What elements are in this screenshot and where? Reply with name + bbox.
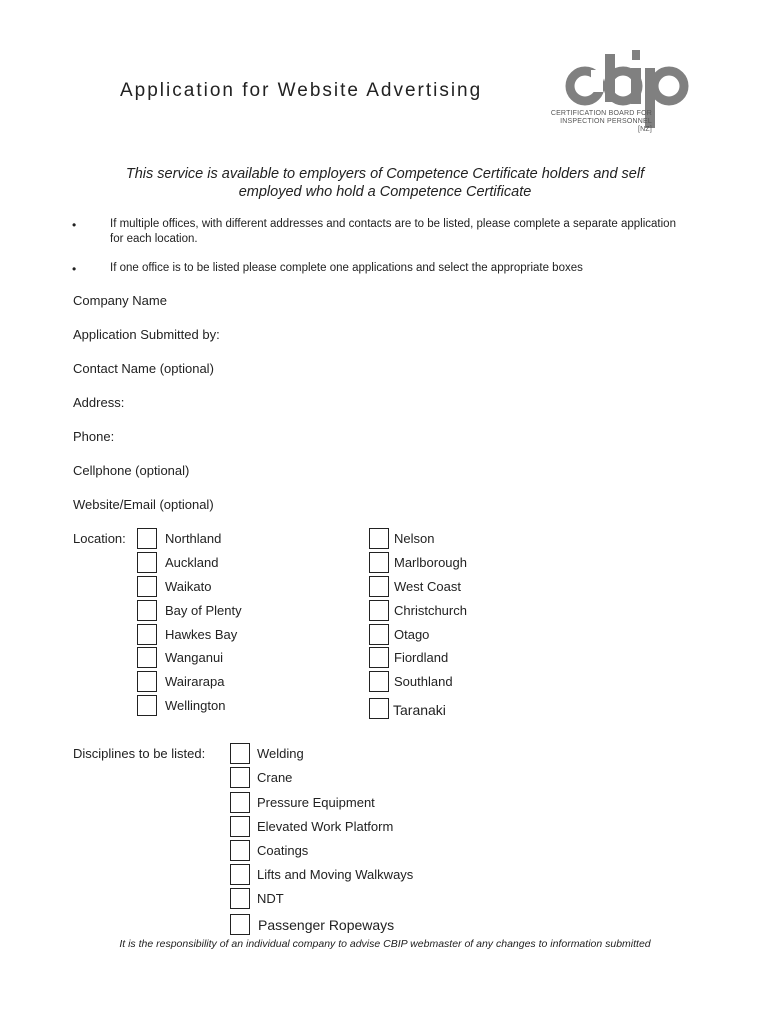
footer-note: It is the responsibility of an individual company to advise CBIP webmaster of any changes to information submitted xyxy=(119,938,651,950)
location-checkbox[interactable] xyxy=(369,552,389,573)
location-checkbox[interactable] xyxy=(137,600,157,621)
location-option: Marlborough xyxy=(394,555,467,570)
discipline-checkbox[interactable] xyxy=(230,743,250,764)
location-option: Wairarapa xyxy=(165,674,225,689)
location-option: Fiordland xyxy=(394,650,449,665)
location-checkbox[interactable] xyxy=(137,695,157,716)
discipline-option: Crane xyxy=(257,770,293,785)
discipline-option: Elevated Work Platform xyxy=(257,819,394,834)
location-option: Otago xyxy=(394,627,430,642)
location-option: Nelson xyxy=(394,531,435,546)
location-option: Christchurch xyxy=(394,603,467,618)
location-checkbox[interactable] xyxy=(137,624,157,645)
discipline-option: Passenger Ropeways xyxy=(258,917,395,933)
location-label: Location: xyxy=(73,531,126,546)
disciplines-label: Disciplines to be listed: xyxy=(73,746,206,761)
location-checkbox[interactable] xyxy=(369,624,389,645)
location-option: Bay of Plenty xyxy=(165,603,242,618)
phone-label: Phone: xyxy=(73,429,115,444)
location-checkbox[interactable] xyxy=(369,698,389,719)
discipline-option: Pressure Equipment xyxy=(257,795,375,810)
logo-subtitle-line2: INSPECTION PERSONNEL [NZ] xyxy=(560,118,652,133)
website-email-label: Website/Email (optional) xyxy=(73,497,214,512)
logo-subtitle xyxy=(548,110,652,134)
logo-subtitle-line1: CERTIFICATION BOARD FOR xyxy=(550,110,652,117)
location-checkbox[interactable] xyxy=(369,576,389,597)
discipline-checkbox[interactable] xyxy=(230,792,250,813)
discipline-checkbox[interactable] xyxy=(230,767,250,788)
location-option: Hawkes Bay xyxy=(165,627,238,642)
location-option: Southland xyxy=(394,674,453,689)
location-checkbox[interactable] xyxy=(369,647,389,668)
location-option: Auckland xyxy=(165,555,219,570)
discipline-option: Lifts and Moving Walkways xyxy=(257,867,414,882)
bullet-text: If multiple offices, with different addresses and contacts are to be listed, please complete a separate application for each location. xyxy=(110,218,676,245)
location-checkbox[interactable] xyxy=(369,671,389,692)
intro-line-1: This service is available to employers of Competence Certificate holders and self xyxy=(125,166,645,182)
page-title: Application for Website Advertising xyxy=(120,80,483,101)
company-name-label: Company Name xyxy=(73,293,167,308)
discipline-checkbox[interactable] xyxy=(230,816,250,837)
location-option: Northland xyxy=(165,531,222,546)
address-label: Address: xyxy=(73,395,125,410)
location-option: Wellington xyxy=(165,698,226,713)
location-checkbox[interactable] xyxy=(137,671,157,692)
discipline-checkbox[interactable] xyxy=(230,864,250,885)
discipline-checkbox[interactable] xyxy=(230,840,250,861)
location-checkbox[interactable] xyxy=(137,576,157,597)
discipline-option: Coatings xyxy=(257,843,309,858)
location-checkbox[interactable] xyxy=(137,528,157,549)
bullet-text: If one office is to be listed please complete one applications and select the appropriate boxes xyxy=(110,262,583,274)
location-option: Wanganui xyxy=(165,650,224,665)
discipline-checkbox[interactable] xyxy=(230,888,250,909)
bullet-marker: • xyxy=(72,218,77,232)
intro-text xyxy=(90,165,680,201)
discipline-option: NDT xyxy=(257,891,284,906)
contact-name-label: Contact Name (optional) xyxy=(73,361,214,376)
bullet-marker: • xyxy=(72,262,77,276)
discipline-checkbox[interactable] xyxy=(230,914,250,935)
location-checkbox[interactable] xyxy=(137,552,157,573)
location-checkbox[interactable] xyxy=(137,647,157,668)
intro-line-2: employed who hold a Competence Certificate xyxy=(238,184,532,200)
discipline-option: Welding xyxy=(257,746,304,761)
cellphone-label: Cellphone (optional) xyxy=(73,463,190,478)
location-option: Waikato xyxy=(165,579,212,594)
submitted-by-label: Application Submitted by: xyxy=(73,327,220,342)
location-checkbox[interactable] xyxy=(369,600,389,621)
location-option: West Coast xyxy=(394,579,461,594)
location-checkbox[interactable] xyxy=(369,528,389,549)
location-option: Taranaki xyxy=(393,702,446,718)
